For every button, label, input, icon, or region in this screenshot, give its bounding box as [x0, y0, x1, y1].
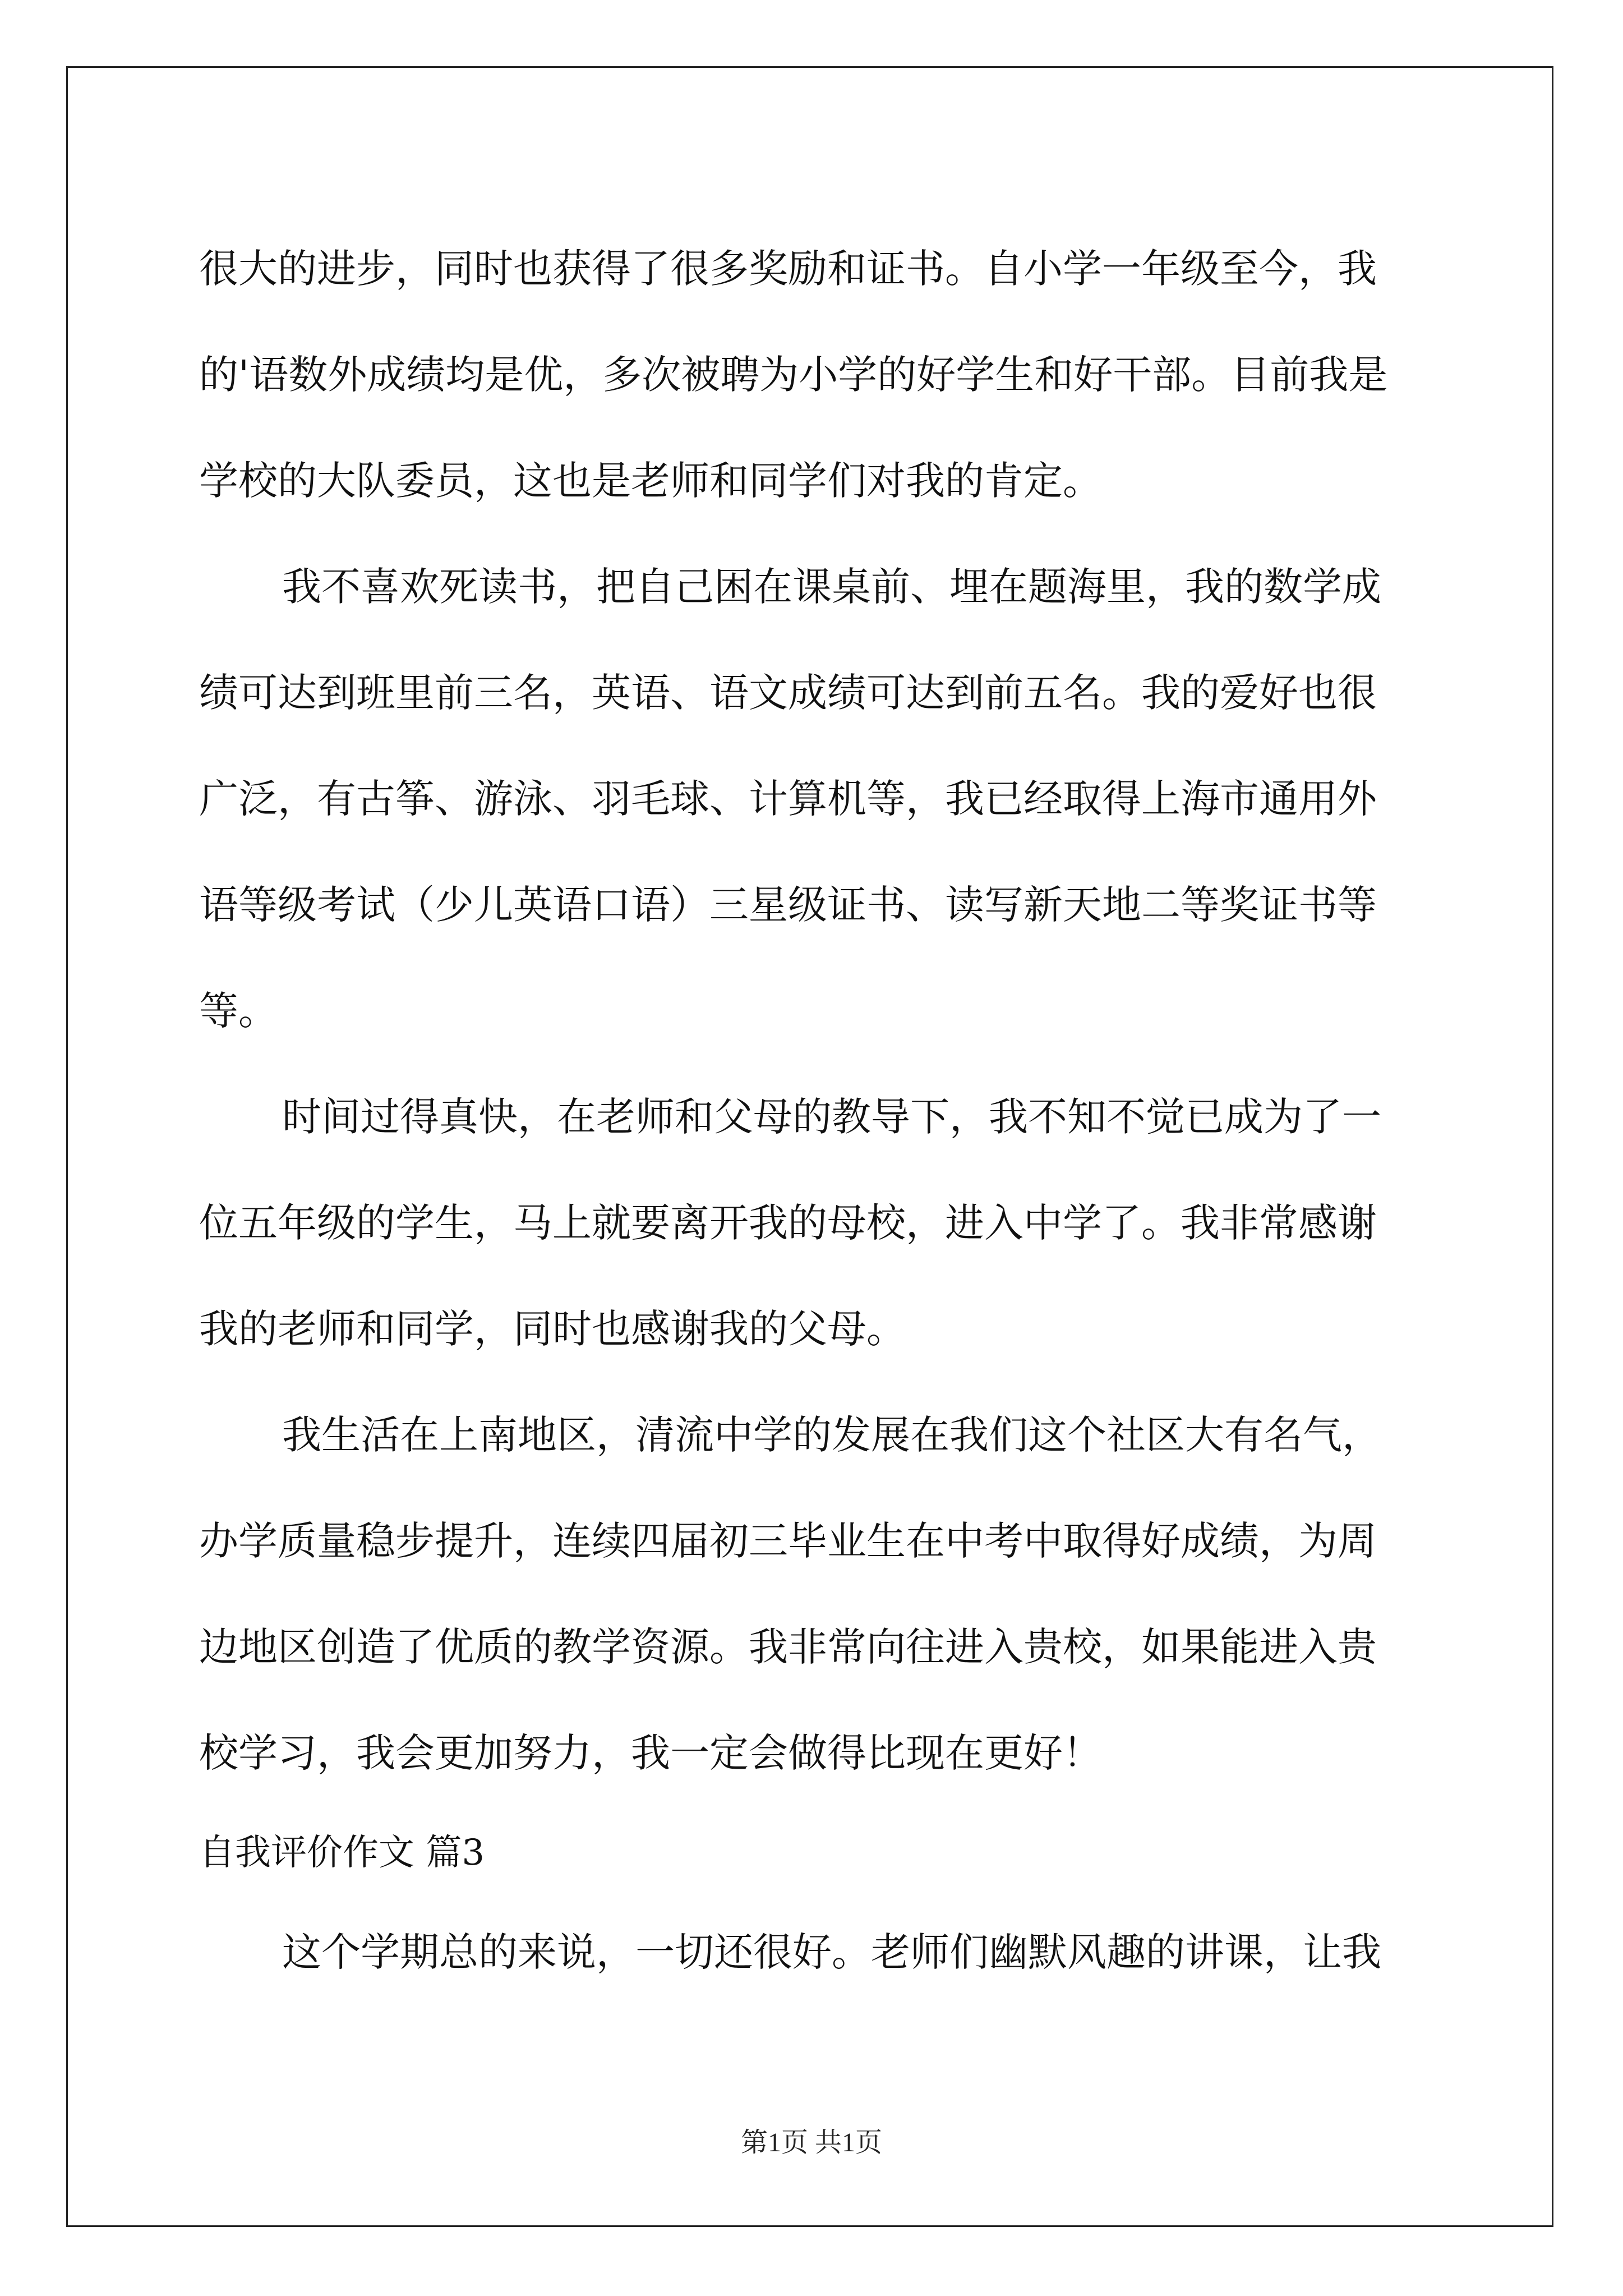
text-line: 我的老师和同学，同时也感谢我的父母。	[199, 1306, 906, 1352]
paragraph-start-line: 我不喜欢死读书，把自己困在课桌前、埋在题海里，我的数学成	[282, 564, 1381, 610]
document-body	[199, 216, 1430, 2005]
page-number-footer: 第1页 共1页	[740, 2128, 882, 2157]
text-line: 广泛，有古筝、游泳、羽毛球、计算机等，我已经取得上海市通用外	[199, 776, 1377, 822]
text-line: 校学习，我会更加努力，我一定会做得比现在更好！	[199, 1730, 1102, 1776]
paragraph-start-line: 这个学期总的来说，一切还很好。老师们幽默风趣的讲课，让我	[282, 1929, 1381, 1975]
text-line: 语等级考试（少儿英语口语）三星级证书、读写新天地二等奖证书等	[199, 882, 1377, 928]
text-line: 位五年级的学生，马上就要离开我的母校，进入中学了。我非常感谢	[199, 1200, 1377, 1246]
text-line: 等。	[199, 988, 278, 1034]
text-line: 绩可达到班里前三名，英语、语文成绩可达到前五名。我的爱好也很	[199, 670, 1377, 716]
text-line: 边地区创造了优质的教学资源。我非常向往进入贵校，如果能进入贵	[199, 1624, 1377, 1670]
paragraph-start-line: 我生活在上南地区，清流中学的发展在我们这个社区大有名气，	[282, 1412, 1381, 1458]
text-line: 很大的进步，同时也获得了很多奖励和证书。自小学一年级至今，我	[199, 246, 1377, 292]
text-line: 的'语数外成绩均是优，多次被聘为小学的好学生和好干部。目前我是	[199, 352, 1388, 398]
text-line: 办学质量稳步提升，连续四届初三毕业生在中考中取得好成绩，为周	[199, 1518, 1377, 1564]
section-heading: 自我评价作文 篇3	[199, 1832, 485, 1874]
text-line: 学校的大队委员，这也是老师和同学们对我的肯定。	[199, 458, 1102, 504]
paragraph-start-line: 时间过得真快，在老师和父母的教导下，我不知不觉已成为了一	[282, 1094, 1381, 1140]
